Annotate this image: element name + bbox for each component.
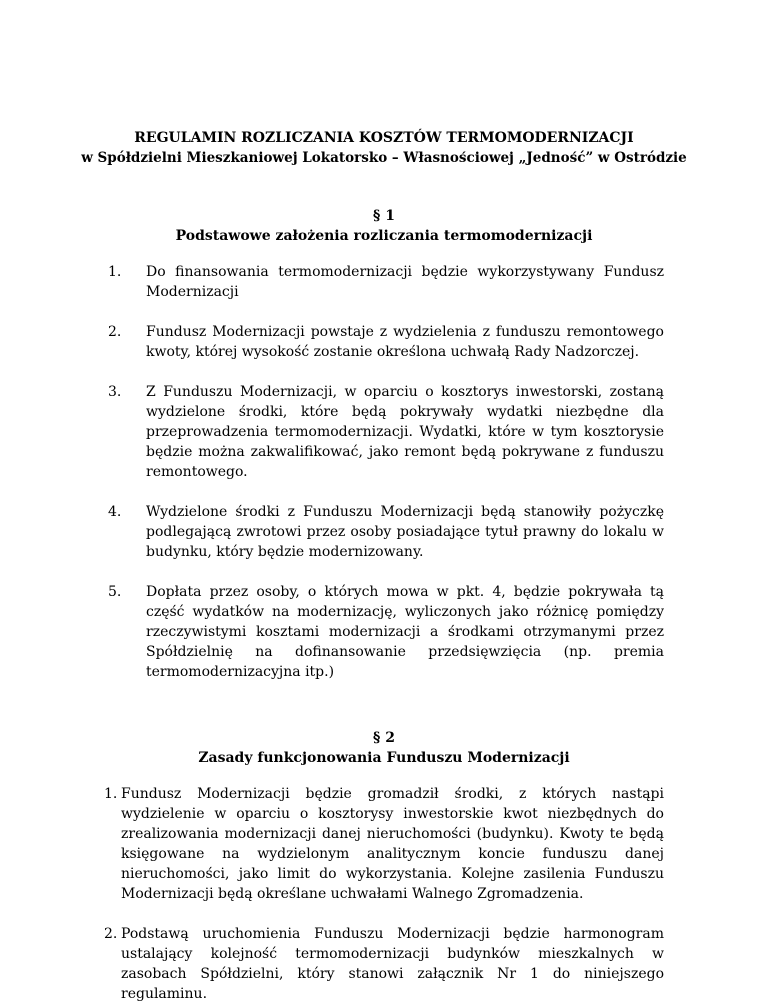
list-item	[104, 262, 664, 302]
section-2	[104, 728, 664, 1004]
list-item-text: Dopłata przez osoby, o których mowa w pkt. 4, będzie pokrywała tą część wydatków na modernizację, wyliczonych jako różnicę pomiędzy rzeczywistymi kosztami modernizacji a środkami otrzymanymi przez Spółdzielnię na dofinansowanie przedsięwzięcia (np. premia termomodernizacyjna itp.)	[146, 584, 664, 680]
section-1-list	[104, 262, 664, 682]
list-item-text: Z Funduszu Modernizacji, w oparciu o kosztorys inwestorski, zostaną wydzielone środki, które będą pokrywały wydatki niezbędne dla przeprowadzenia termomodernizacji. Wydatki, które w tym kosztorysie będzie można zakwalifikować, jako remont będą pokrywane z funduszu remontowego.	[146, 384, 664, 480]
list-item	[104, 582, 664, 682]
list-item-text: Do finansowania termomodernizacji będzie wykorzystywany Fundusz Modernizacji	[146, 264, 664, 300]
list-item-number: 5.	[108, 584, 122, 600]
list-item	[104, 502, 664, 562]
list-item	[104, 382, 664, 482]
section-2-list	[104, 784, 664, 1004]
list-item-number: 2.	[104, 926, 118, 942]
list-item-text: Podstawą uruchomienia Funduszu Modernizacji będzie harmonogram ustalający kolejność termomodernizacji budynków mieszkalnych w zasobach Spółdzielni, który stanowi załącznik Nr 1 do niniejszego regulaminu.	[121, 926, 664, 1002]
section-1-heading: Podstawowe założenia rozliczania termomodernizacji	[175, 228, 593, 244]
list-item-number: 2.	[108, 324, 122, 340]
list-item-text: Fundusz Modernizacji będzie gromadził środki, z których nastąpi wydzielenie w oparciu o kosztorysy inwestorskie kwot niezbędnych do zrealizowania modernizacji danej nieruchomości (budynku). Kwoty te będą księgowane na wydzielonym analitycznym koncie funduszu danej nieruchomości, jako limit do wykorzystania. Kolejne zasilenia Funduszu Modernizacji będą określane uchwałami Walnego Zgromadzenia.	[121, 786, 664, 902]
section-1	[104, 206, 664, 682]
section-2-heading: Zasady funkcjonowania Funduszu Modernizacji	[198, 750, 570, 766]
list-item-number: 4.	[108, 504, 122, 520]
section-1-mark: § 1	[373, 208, 395, 224]
document-subtitle: w Spółdzielni Mieszkaniowej Lokatorsko – Własnościowej „Jedność” w Ostródzie	[81, 150, 687, 166]
list-item-number: 1.	[104, 786, 118, 802]
section-2-mark: § 2	[373, 730, 395, 746]
document-title: REGULAMIN ROZLICZANIA KOSZTÓW TERMOMODERNIZACJI	[134, 130, 634, 146]
list-item-number: 3.	[108, 384, 122, 400]
list-item-text: Wydzielone środki z Funduszu Modernizacji będą stanowiły pożyczkę podlegającą zwrotowi przez osoby posiadające tytuł prawny do lokalu w budynku, który będzie modernizowany.	[146, 504, 664, 560]
list-item-text: Fundusz Modernizacji powstaje z wydzielenia z funduszu remontowego kwoty, której wysokość zostanie określona uchwałą Rady Nadzorczej.	[146, 324, 664, 360]
list-item	[104, 322, 664, 362]
list-item	[104, 924, 664, 1004]
list-item-number: 1.	[108, 264, 122, 280]
list-item	[104, 784, 664, 904]
